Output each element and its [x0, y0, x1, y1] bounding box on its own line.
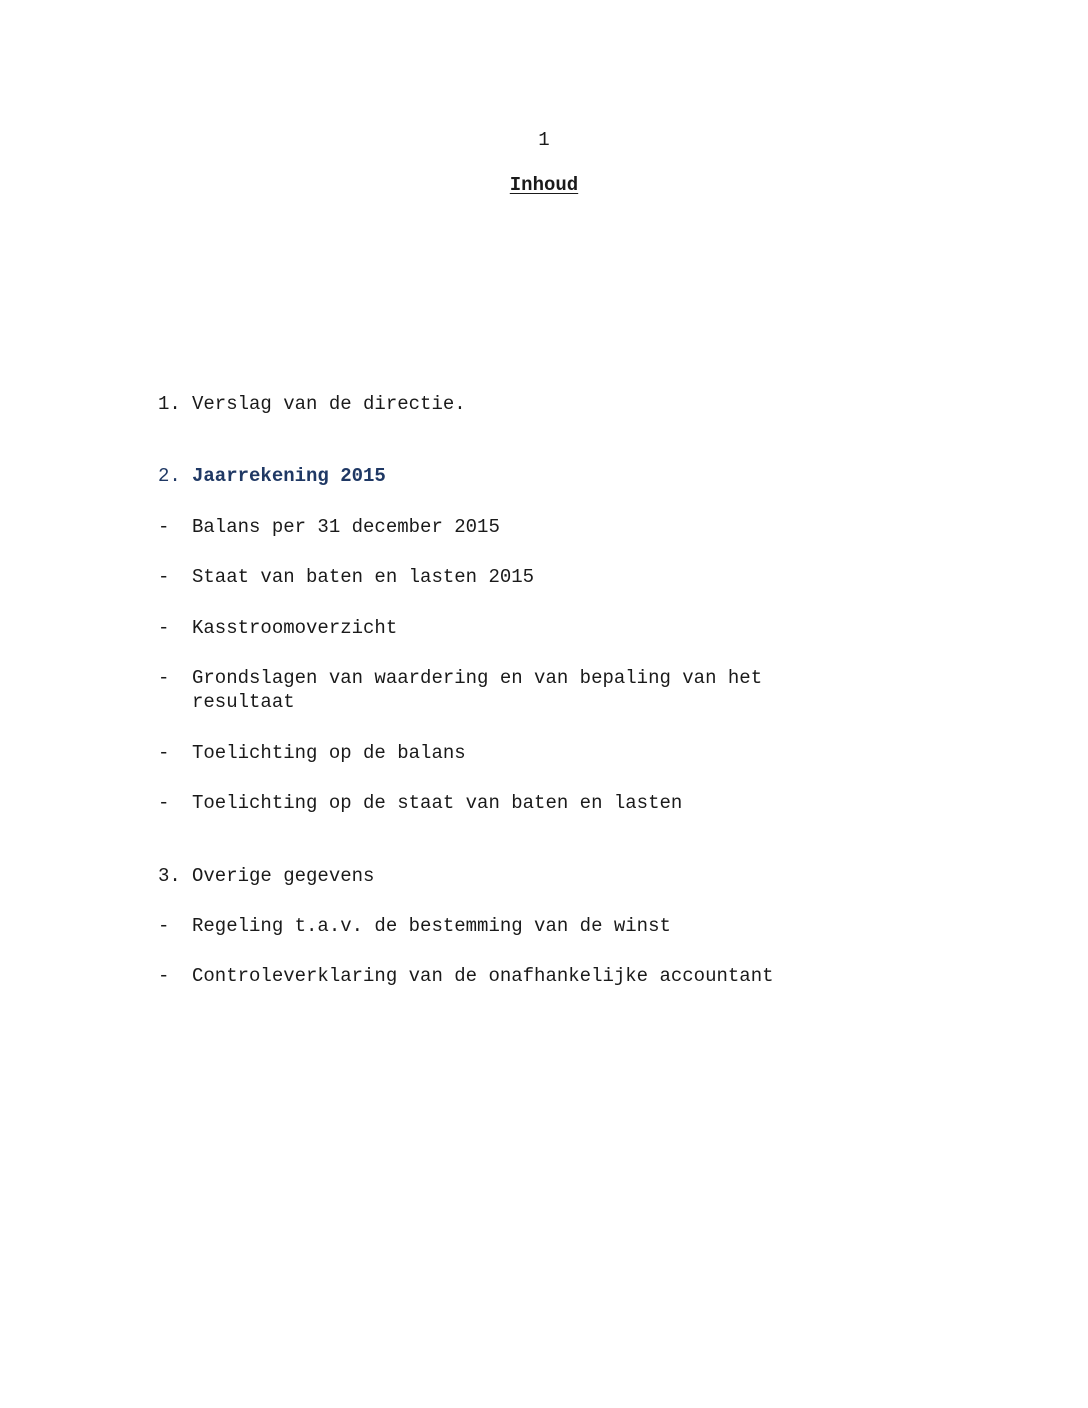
toc-section-2	[158, 464, 386, 488]
toc-section-1	[158, 392, 466, 416]
list-item-label: Balans per 31 december 2015	[192, 516, 500, 538]
list-item-label: Staat van baten en lasten 2015	[192, 566, 535, 588]
list-item-label: Toelichting op de staat van baten en lasten	[192, 792, 683, 814]
section-label: Overige gegevens	[192, 865, 375, 887]
list-item	[158, 914, 671, 938]
list-item	[158, 791, 682, 815]
list-item	[158, 515, 500, 539]
bullet: -	[158, 965, 170, 987]
page-title: Inhoud	[509, 174, 579, 196]
list-item	[158, 565, 534, 589]
page-number: 1	[538, 129, 550, 151]
section-number: 1.	[158, 393, 181, 415]
bullet: -	[158, 915, 170, 937]
section-number: 2.	[158, 465, 181, 487]
section-label: Verslag van de directie.	[192, 393, 466, 415]
bullet: -	[158, 617, 170, 639]
bullet: -	[158, 667, 170, 689]
list-item	[158, 616, 397, 640]
bullet: -	[158, 516, 170, 538]
list-item	[158, 964, 774, 988]
list-item-label: resultaat	[192, 691, 295, 713]
list-item-label: Kasstroomoverzicht	[192, 617, 398, 639]
list-item-continuation	[158, 690, 295, 714]
list-item-label: Regeling t.a.v. de bestemming van de winst	[192, 915, 671, 937]
section-label: Jaarrekening 2015	[192, 465, 386, 487]
list-item-label: Toelichting op de balans	[192, 742, 466, 764]
bullet: -	[158, 792, 170, 814]
list-item-label: Grondslagen van waardering en van bepaling van het	[192, 667, 763, 689]
list-item	[158, 741, 466, 765]
list-item	[158, 666, 762, 690]
bullet: -	[158, 566, 170, 588]
toc-section-3	[158, 864, 374, 888]
list-item-label: Controleverklaring van de onafhankelijke accountant	[192, 965, 774, 987]
bullet: -	[158, 742, 170, 764]
section-number: 3.	[158, 865, 181, 887]
